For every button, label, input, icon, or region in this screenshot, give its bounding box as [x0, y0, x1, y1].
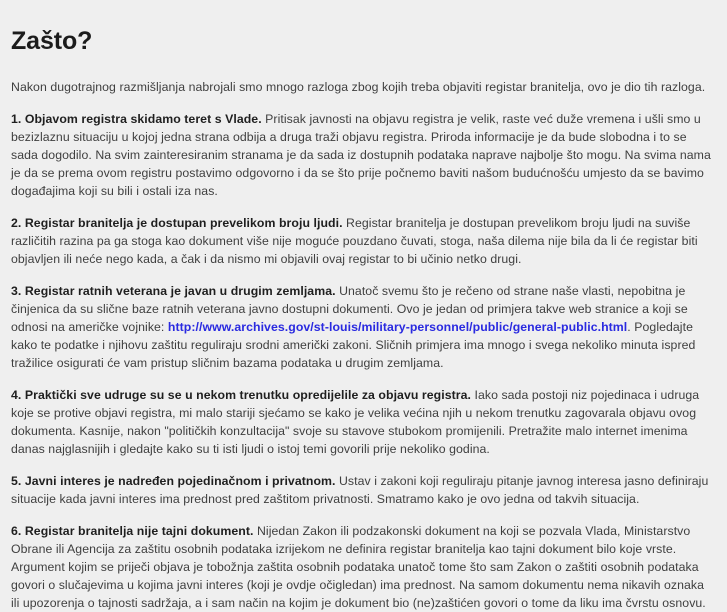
reason-paragraph [11, 386, 711, 458]
reasons-list [11, 110, 711, 612]
lead-paragraph: Nakon dugotrajnog razmišljanja nabrojali smo mnogo razloga zbog kojih treba objaviti registar branitelja, ovo je dio tih razloga. [11, 80, 706, 94]
reason-body-before-link: Ustav i zakoni koji reguliraju pitanje javnog interesa jasno definiraju situacije kada javni interes ima prednost pred zaštitom privatnosti. Smatramo kako je ovo jedna od takvih situacija. [11, 474, 709, 506]
reason-heading: 1. Objavom registra skidamo teret s Vlade. [11, 112, 262, 126]
reason-paragraph [11, 522, 711, 612]
reason-heading: 2. Registar branitelja je dostupan prevelikom broju ljudi. [11, 216, 343, 230]
reason-heading: 4. Praktički sve udruge su se u nekom trenutku opredijelile za objavu registra. [11, 388, 471, 402]
reason-body-after-link: . Pogledajte kako te podatke i njihovu zaštitu reguliraju srodni američki zakoni. Sličnih primjera ima mnogo i svega nekoliko minuta ispred tražilice osigurati će vam pristup sličnim bazama podataka u drugim zemljama. [11, 320, 696, 370]
reason-paragraph [11, 110, 711, 200]
reason-paragraph [11, 214, 711, 268]
reason-body-before-link: Nijedan Zakon ili podzakonski dokument na koji se pozvala Vlada, Ministarstvo Obrane ili Agencija za zaštitu osobnih podataka izrijekom ne definira registar branitelja kao tajni dokument bilo koje vrste. Argument kojim se priječi objava je tobožnja zaštita osobnih podataka unatoč tome što sam Zakon o zaštiti osobnih podataka govori o slučajevima u kojima javni interes (koji je ovdje očigledan) ima prednost. Na samom dokumentu nema nikavih oznaka ili upozorenja o tajnosti sadržaja, a i sam način na kojim je dokument bio (ne)zaštićen govori o tome da liku ima čvrstu osnovu. [11, 524, 706, 610]
reason-heading: 6. Registar branitelja nije tajni dokument. [11, 524, 254, 538]
reason-body-before-link: Iako sada postoji niz pojedinaca i udruga koje se protive objavi registra, mi malo stariji sjećamo se kako je velika većina njih u nekom trenutku zagovarala objavu ovog dokumenta. Kasnije, nakon "političkih konzultacija" svoje su stavove stubokom promijenili. Pretražite malo internet imenima danas najglasnijih i gledajte kako su ti isti ljudi o istoj temi govorili prije nekoliko godina. [11, 388, 700, 456]
page-title: Zašto? [11, 27, 93, 55]
reason-body-before-link: Unatoč svemu što je rečeno od strane naše vlasti, nepobitna je činjenica da su slične baze ratnih veterana javno dostupni dokumenti. Ovo je jedan od primjera takve web stranice a koji se odnosi na američke vojnike: [11, 284, 688, 334]
reason-heading: 5. Javni interes je nadređen pojedinačnom i privatnom. [11, 474, 336, 488]
reason-body-before-link: Registar branitelja je dostupan prevelikom broju ljudi na suviše različitih razina pa ga stoga kao dokument više nije moguće pouzdano čuvati, stoga, naša dilema nije bila da li će registar biti objavljen ili neće nego kada, a čak i da nismo mi objavili ovaj registar to bi učinio netko drugi. [11, 216, 698, 266]
reason-heading: 3. Registar ratnih veterana je javan u drugim zemljama. [11, 284, 336, 298]
reason-paragraph [11, 472, 711, 508]
external-link[interactable]: http://www.archives.gov/st-louis/military-personnel/public/general-public.html [167, 320, 628, 334]
reason-paragraph [11, 282, 711, 372]
reason-body-before-link: Pritisak javnosti na objavu registra je velik, raste već duže vremena i ušli smo u bezizlaznu situaciju u kojoj jedna strana odbija a druga traži objavu registra. Priroda informacije je da bude slobodna i to se sada dogodilo. Na svim zainteresiranim stranama je da sada iz dostupnih podataka naprave najbolje što mogu. Na svima nama je da se prema ovom registru postavimo odgovorno i da se što prije počnemo baviti našom budućnošću umjesto da se bavimo događajima koji su bili i ostali iza nas. [11, 112, 711, 198]
